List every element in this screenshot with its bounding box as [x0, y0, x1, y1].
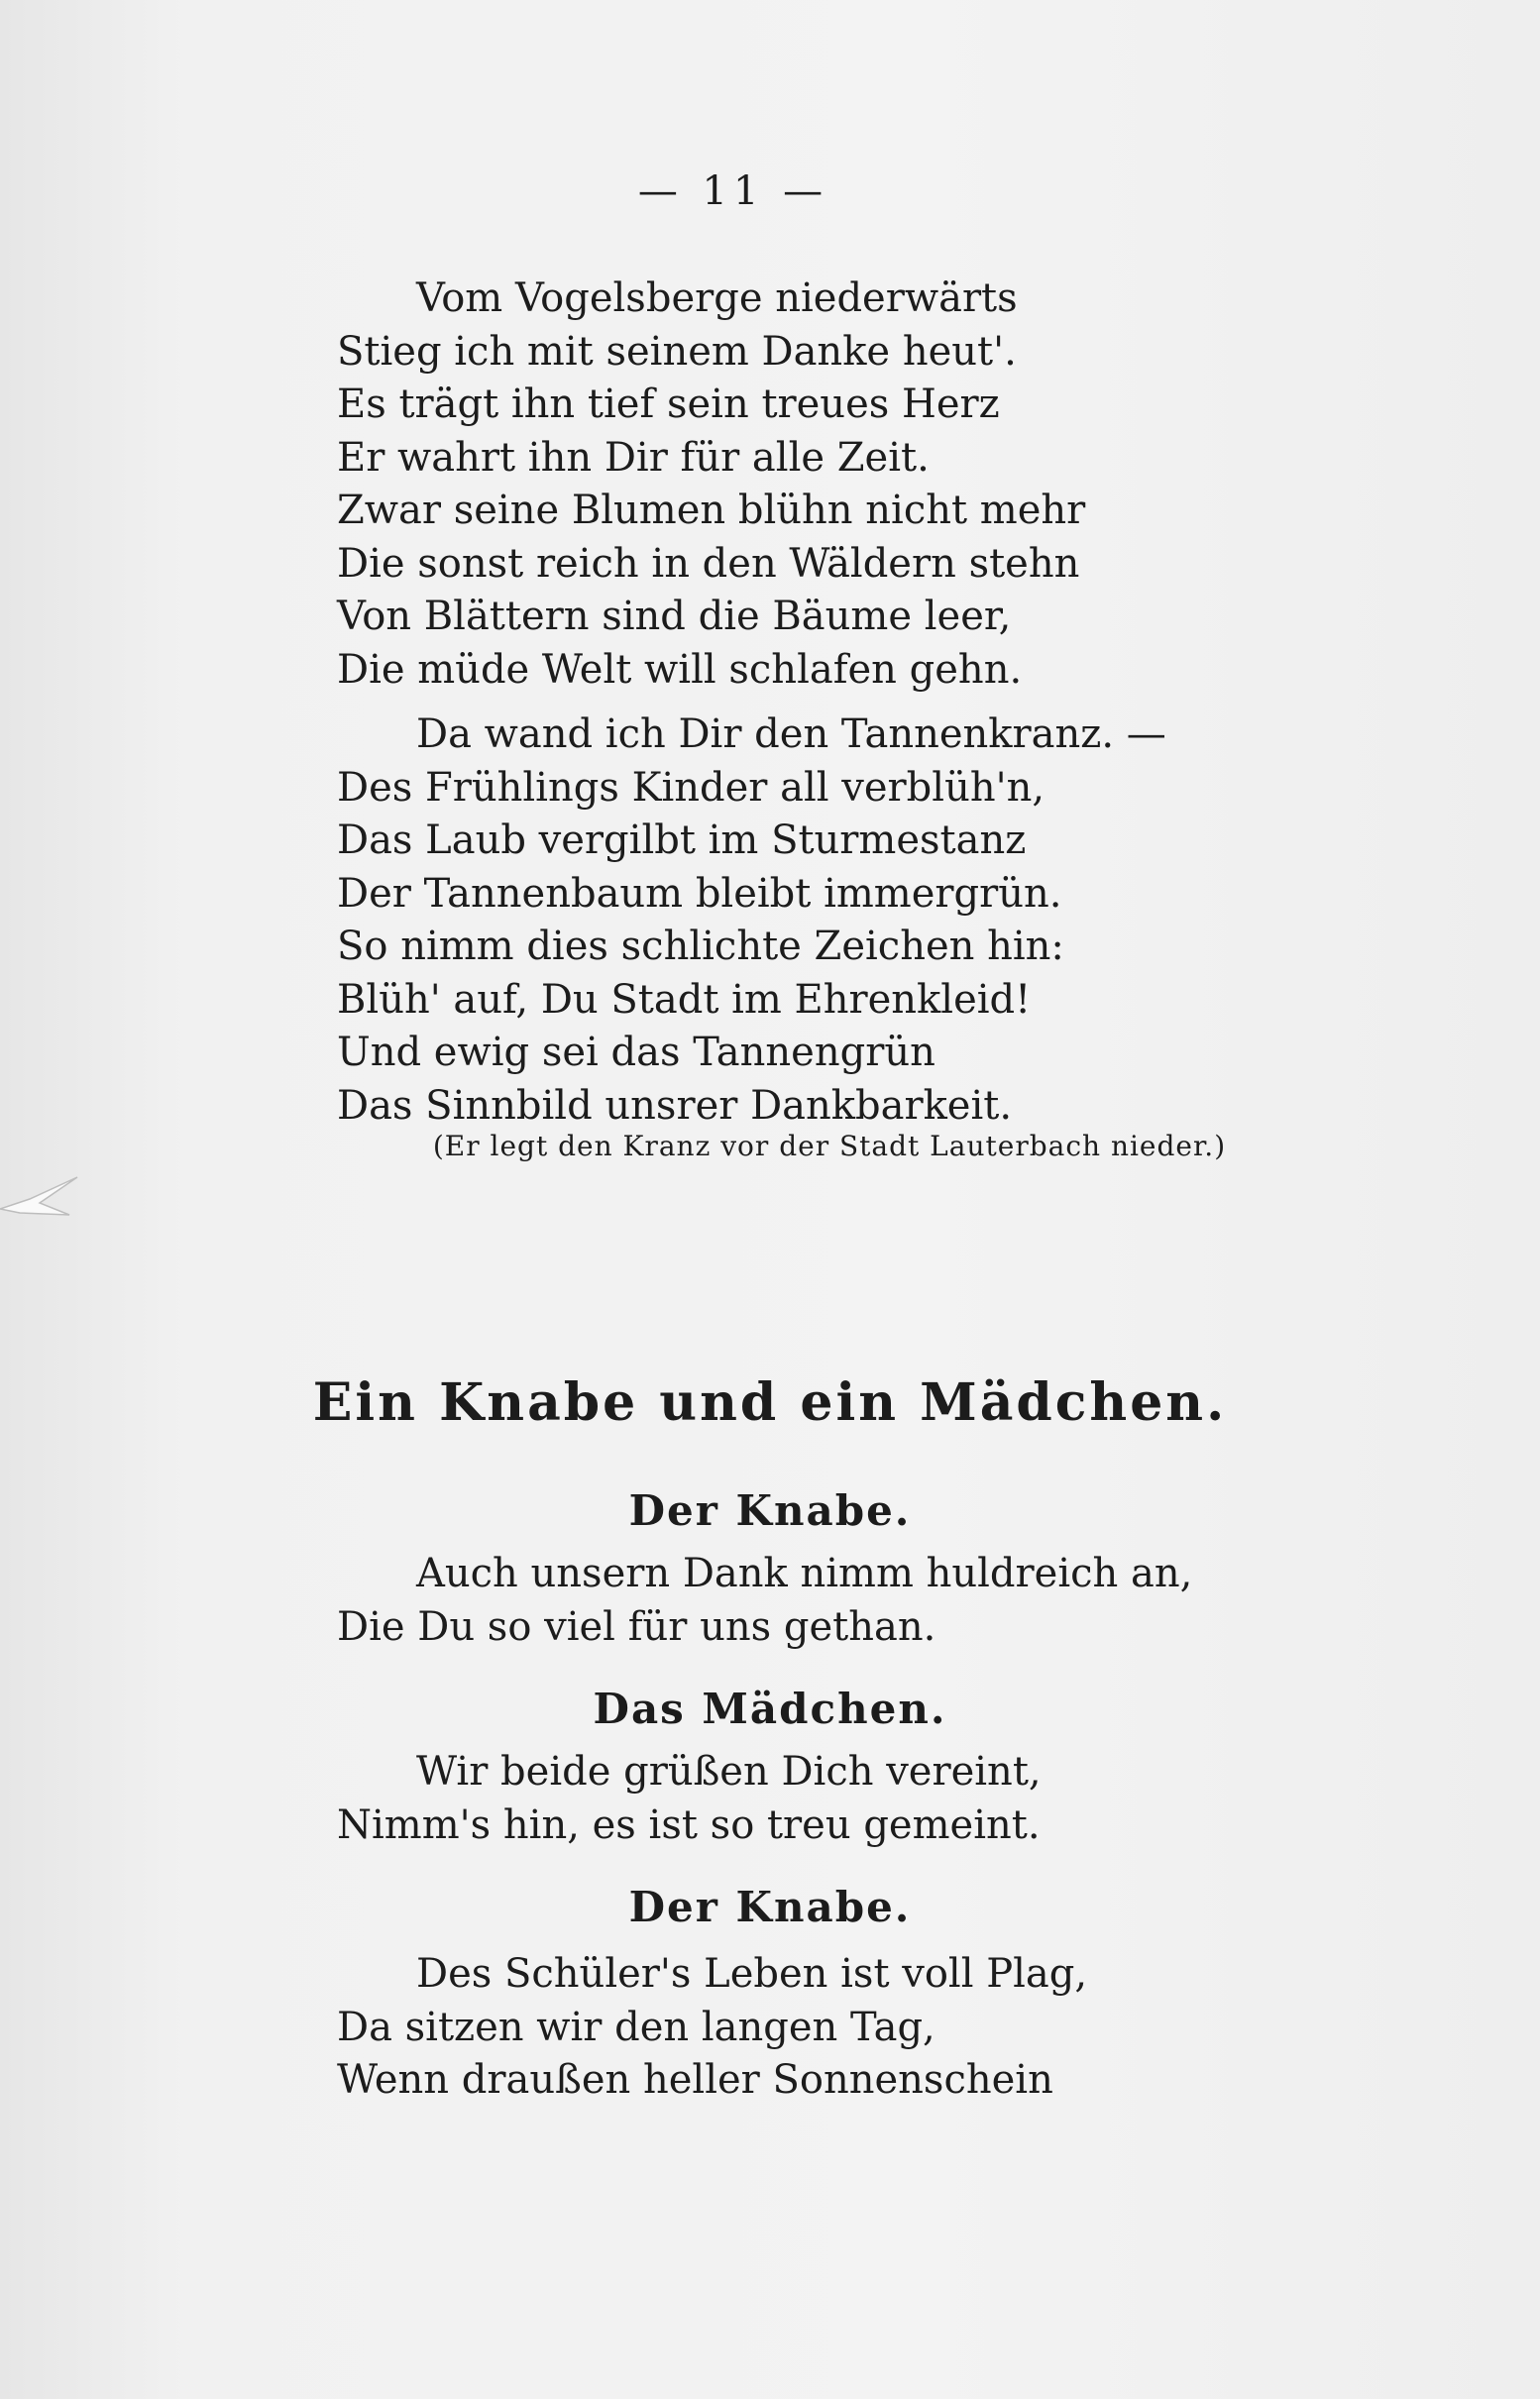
verse-line: Vom Vogelsberge niederwärts [416, 275, 1018, 321]
verse-line: Und ewig sei das Tannengrün [337, 1030, 935, 1075]
verse-line: Blüh' auf, Du Stadt im Ehrenkleid! [337, 976, 1032, 1023]
dialog-block-3 [337, 1948, 1087, 2108]
verse-line: Die Du so viel für uns gethan. [337, 1603, 936, 1650]
verse-line: Das Laub vergilbt im Sturmestanz [337, 818, 1027, 863]
stanza-1 [337, 273, 1085, 697]
verse-line: Es trägt ihn tief sein treues Herz [337, 382, 1000, 427]
stage-direction: (Er legt den Kranz vor der Stadt Lauterbach nieder.) [432, 1130, 1227, 1162]
verse-line: Nimm's hin, es ist so treu gemeint. [337, 1801, 1041, 1848]
verse-line: Zwar seine Blumen blühn nicht mehr [337, 488, 1086, 533]
scene-title: Ein Knabe und ein Mädchen. [312, 1372, 1228, 1433]
verse-line: Die müde Welt will schlafen gehn. [337, 646, 1023, 693]
verse-line: Des Schüler's Leben ist voll Plag, [416, 1951, 1088, 1997]
verse-line: Der Tannenbaum bleibt immergrün. [337, 870, 1062, 917]
verse-line: So nimm dies schlichte Zeichen hin: [337, 924, 1064, 969]
verse-line: Wir beide grüßen Dich vereint, [416, 1749, 1042, 1795]
speaker-heading: Der Knabe. [628, 1486, 912, 1535]
dialog-block-1 [337, 1548, 1192, 1654]
verse-line: Die sonst reich in den Wäldern stehn [337, 540, 1080, 587]
speaker-heading: Der Knabe. [628, 1883, 912, 1931]
verse-line: Von Blättern sind die Bäume leer, [337, 594, 1012, 639]
verse-line: Stieg ich mit seinem Danke heut'. [337, 328, 1017, 375]
verse-line: Da sitzen wir den langen Tag, [337, 2004, 935, 2050]
verse-line: Er wahrt ihn Dir für alle Zeit. [337, 434, 930, 481]
page-number: — 11 — [637, 168, 829, 214]
verse-line: Da wand ich Dir den Tannenkranz. — [416, 711, 1166, 757]
paper-tear-mark [0, 1169, 79, 1229]
verse-line: Des Frühlings Kinder all verblüh'n, [337, 764, 1045, 811]
verse-line: Das Sinnbild unsrer Dankbarkeit. [337, 1082, 1013, 1129]
verse-line: Auch unsern Dank nimm huldreich an, [416, 1551, 1193, 1596]
dialog-block-2 [337, 1746, 1042, 1852]
verse-line: Wenn draußen heller Sonnenschein [337, 2057, 1053, 2103]
speaker-heading: Das Mädchen. [593, 1685, 947, 1733]
stanza-2 [337, 709, 1166, 1133]
